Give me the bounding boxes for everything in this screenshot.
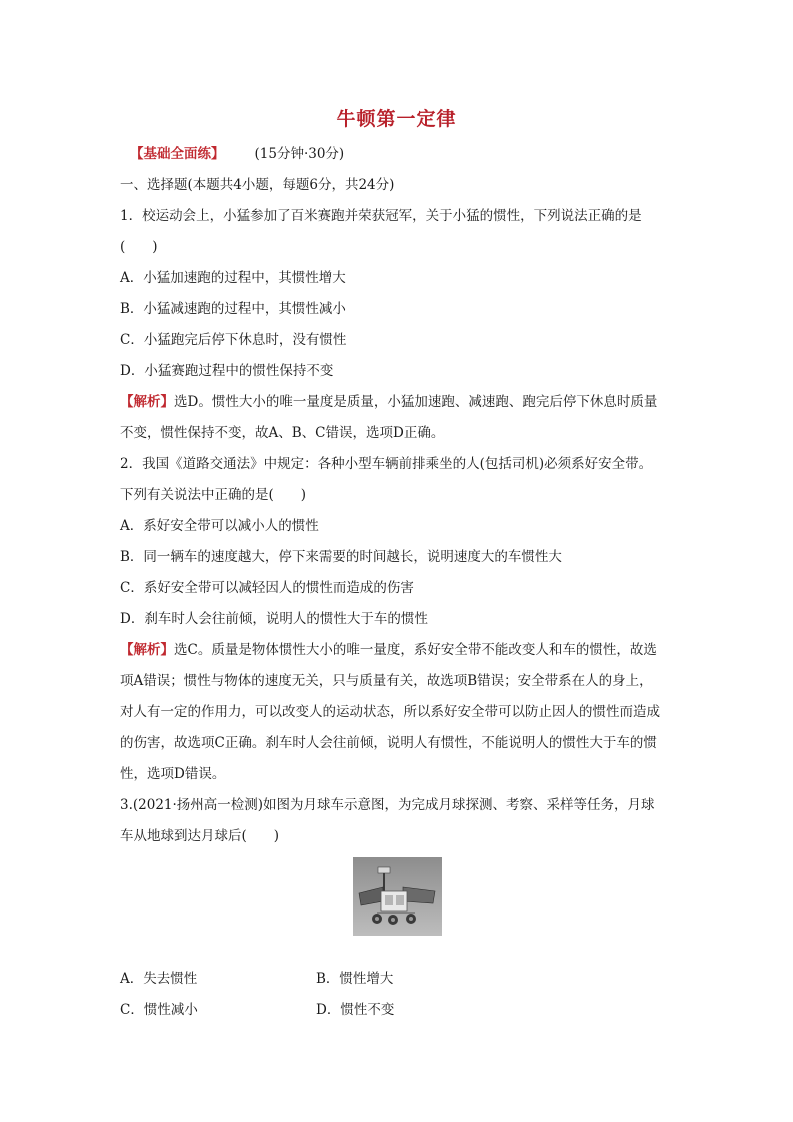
q2-analysis-line5: 性，选项D错误。 [120, 766, 226, 782]
q3-option-d: D．惯性不变 [316, 1002, 395, 1018]
q3-options-row1 [120, 969, 680, 1000]
q1-option-c: C．小猛跑完后停下休息时，没有惯性 [120, 332, 347, 348]
q1-stem-line2: ( ) [120, 239, 158, 255]
q2-stem-line1: 2．我国《道路交通法》中规定：各种小型车辆前排乘坐的人(包括司机)必须系好安全带。 [120, 456, 653, 472]
q1-analysis-line2: 不变，惯性保持不变，故A、B、C错误，选项D正确。 [120, 425, 445, 441]
q2-option-b: B．同一辆车的速度越大，停下来需要的时间越长，说明速度大的车惯性大 [120, 549, 562, 565]
q2-analysis-line4: 的伤害，故选项C正确。刹车时人会往前倾，说明人有惯性，不能说明人的惯性大于车的惯 [120, 735, 657, 751]
q2-option-c: C．系好安全带可以减轻因人的惯性而造成的伤害 [120, 580, 414, 596]
q3-option-a: A．失去惯性 [120, 971, 198, 987]
q2-option-a: A．系好安全带可以减小人的惯性 [120, 518, 319, 534]
q3-options-row2 [120, 1000, 680, 1031]
q1-option-a: A．小猛加速跑的过程中，其惯性增大 [120, 270, 346, 286]
q3-option-b: B．惯性增大 [316, 971, 394, 987]
part-heading: 一、选择题(本题共4小题，每题6分，共24分) [120, 177, 395, 193]
q2-analysis-line1 [120, 640, 680, 671]
q3-stem-line1: 3.(2021·扬州高一检测)如图为月球车示意图，为完成月球探测、考察、采样等任务，月球 [120, 797, 655, 813]
q2-analysis-tag: 【解析】 [120, 642, 174, 658]
q3-option-c: C．惯性减小 [120, 1002, 198, 1018]
section-label: 【基础全面练】 [130, 146, 225, 162]
q1-analysis-tag: 【解析】 [120, 394, 174, 410]
q3-figure-area [120, 857, 680, 969]
q1-option-d: D．小猛赛跑过程中的惯性保持不变 [120, 363, 334, 379]
q2-stem-line2: 下列有关说法中正确的是( ) [120, 487, 307, 503]
q2-analysis-line3: 对人有一定的作用力，可以改变人的运动状态，所以系好安全带可以防止因人的惯性而造成 [120, 704, 660, 720]
q2-option-d: D．刹车时人会往前倾，说明人的惯性大于车的惯性 [120, 611, 428, 627]
document-body [120, 144, 680, 1031]
q1-analysis-line1 [120, 392, 680, 423]
q1-option-b: B．小猛减速跑的过程中，其惯性减小 [120, 301, 346, 317]
q2-analysis-line2: 项A错误；惯性与物体的速度无关，只与质量有关，故选项B错误；安全带系在人的身上， [120, 673, 653, 689]
lunar-rover-image [353, 857, 442, 936]
page-title: 牛顿第一定律 [336, 108, 457, 130]
q2-analysis-text1: 选C。质量是物体惯性大小的唯一量度，系好安全带不能改变人和车的惯性，故选 [174, 642, 657, 658]
q3-stem-line2: 车从地球到达月球后( ) [120, 828, 280, 844]
section-header [120, 144, 680, 175]
q1-analysis-text1: 选D。惯性大小的唯一量度是质量，小猛加速跑、减速跑、跑完后停下休息时质量 [174, 394, 658, 410]
q1-stem-line1: 1．校运动会上，小猛参加了百米赛跑并荣获冠军，关于小猛的惯性，下列说法正确的是 [120, 208, 642, 224]
section-time: (15分钟·30分) [254, 146, 345, 162]
